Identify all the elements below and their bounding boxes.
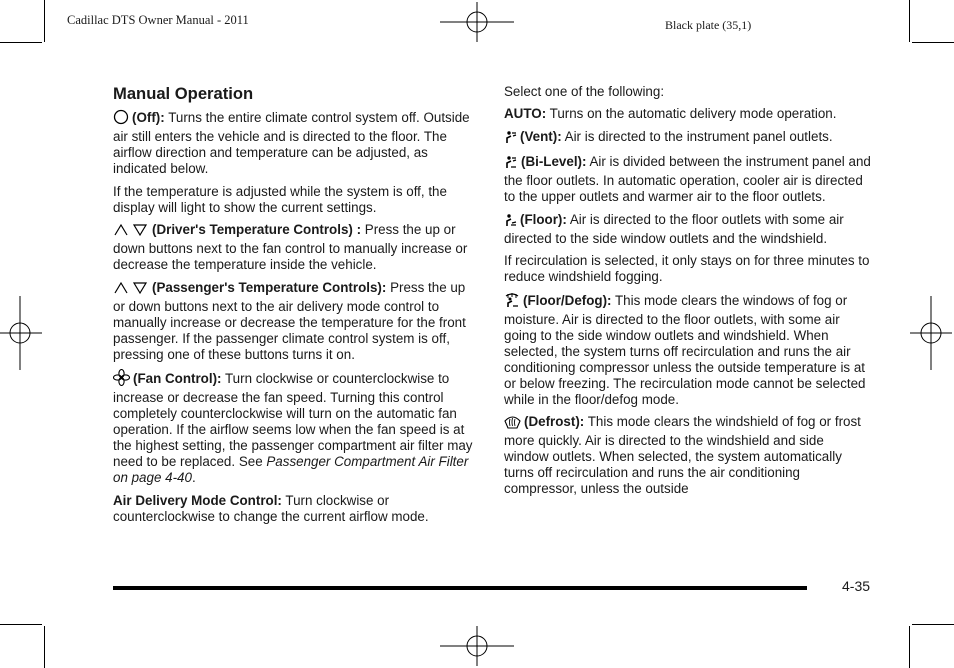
crop-mark <box>44 626 45 668</box>
defrost-label: (Defrost): <box>524 414 585 429</box>
fan-text-end: . <box>191 470 196 485</box>
power-icon <box>113 109 129 129</box>
vent-mode-icon <box>504 130 517 148</box>
crop-mark <box>0 624 42 625</box>
recirc-note: If recirculation is selected, it only stays on for three minutes to reduce windshield fogging. <box>504 253 870 284</box>
off-text: Turns the entire climate control system off. Outside air still enters the vehicle and is directed to the floor. The airflow direction and temperature can be adjusted, as indicated below. <box>113 110 470 176</box>
temp-note: If the temperature is adjusted while the system is off, the display will light to show the current settings. <box>113 183 447 215</box>
registration-mark-bottom <box>440 626 514 666</box>
driver-temp-text: Press the up or down buttons next to the fan control to manually increase or decrease the temperature inside the vehicle. <box>113 222 468 272</box>
page-number: 4-35 <box>842 578 871 594</box>
air-delivery-paragraph <box>113 493 478 525</box>
air-delivery-text: Turn clockwise or counterclockwise to change the current airflow mode. <box>113 492 429 524</box>
auto-label: AUTO: <box>504 106 547 121</box>
select-intro: Select one of the following: <box>504 84 665 99</box>
bilevel-label: (Bi-Level): <box>521 154 587 169</box>
right-column <box>504 84 872 504</box>
fan-text: Turn clockwise or counterclockwise to increase or decrease the fan speed. Turning this control completely counterclockwise will turn on the automatic fan operation. If the airflow seems low when the fan speed is at the highest setting, the passenger compartment air filter may need to be replaced. See <box>113 371 473 469</box>
registration-mark-top <box>440 2 514 42</box>
passenger-temp-label: (Passenger's Temperature Controls): <box>152 279 387 295</box>
defrost-text: This mode clears the windshield of fog or frost more quickly. Air is directed to the windshield and side window outlets. When selected, the system automatically turns off recirculation and runs the air conditioning compressor, unless the outside <box>504 414 861 496</box>
floordefog-text: This mode clears the windows of fog or moisture. Air is directed to the floor outlets, with some air going to the side window outlets and windshield. When selected, the system turns off recirculation and runs the air conditioning compressor unless the outside temperature is at or below freezing. The recirculation mode cannot be selected while in the floor/defog mode. <box>504 292 866 407</box>
driver-temp-paragraph <box>113 222 478 273</box>
bilevel-paragraph <box>504 154 872 205</box>
floor-defog-mode-icon <box>504 292 520 312</box>
section-heading: Manual Operation <box>113 84 254 103</box>
crop-mark <box>912 624 954 625</box>
temp-up-down-icon <box>113 223 149 241</box>
auto-text: Turns on the automatic delivery mode operation. <box>546 106 837 121</box>
defrost-paragraph <box>504 414 872 497</box>
bilevel-mode-icon <box>504 155 518 173</box>
bilevel-text: Air is divided between the instrument panel and the floor outlets. In automatic operation, cooler air is directed to the upper outlets and warmer air to the floor outlets. <box>504 154 871 204</box>
driver-temp-label: (Driver's Temperature Controls) : <box>152 222 362 237</box>
temp-up-down-icon <box>113 281 149 299</box>
crop-mark <box>909 626 910 668</box>
footer-rule <box>113 586 807 590</box>
passenger-temp-paragraph <box>113 280 478 363</box>
passenger-temp-text: Press the up or down buttons next to the air delivery mode control to manually increase or decrease the temperature for the front passenger. If the passenger climate control system is off, pressing one of these buttons turns it on. <box>113 279 466 362</box>
floordefog-paragraph <box>504 292 872 408</box>
vent-paragraph <box>504 129 872 148</box>
manual-title: Cadillac DTS Owner Manual - 2011 <box>67 13 249 27</box>
auto-paragraph <box>504 106 872 122</box>
off-label: (Off): <box>132 110 165 125</box>
left-column <box>113 84 478 531</box>
crop-mark <box>912 42 954 43</box>
floor-mode-icon <box>504 213 517 231</box>
air-delivery-label: Air Delivery Mode Control: <box>113 492 282 508</box>
off-paragraph <box>113 109 478 177</box>
crop-mark <box>44 0 45 42</box>
registration-mark-left <box>0 296 42 370</box>
fan-icon <box>113 369 130 390</box>
air-filter-link[interactable]: Passenger Compartment Air Filter on page 4-40 <box>113 454 469 485</box>
floordefog-label: (Floor/Defog): <box>523 292 612 308</box>
plate-label: Black plate (35,1) <box>665 18 752 32</box>
floor-label: (Floor): <box>520 211 567 227</box>
crop-mark <box>909 0 910 42</box>
vent-text: Air is directed to the instrument panel outlets. <box>561 128 833 144</box>
vent-label: (Vent): <box>520 128 562 144</box>
fan-label: (Fan Control): <box>133 371 222 386</box>
registration-mark-right <box>910 296 952 370</box>
floor-paragraph <box>504 212 872 247</box>
crop-mark <box>0 42 42 43</box>
fan-paragraph <box>113 369 478 486</box>
defrost-icon <box>504 414 521 433</box>
floor-text: Air is directed to the floor outlets with some air directed to the side window outlets and the windshield. <box>504 211 844 246</box>
